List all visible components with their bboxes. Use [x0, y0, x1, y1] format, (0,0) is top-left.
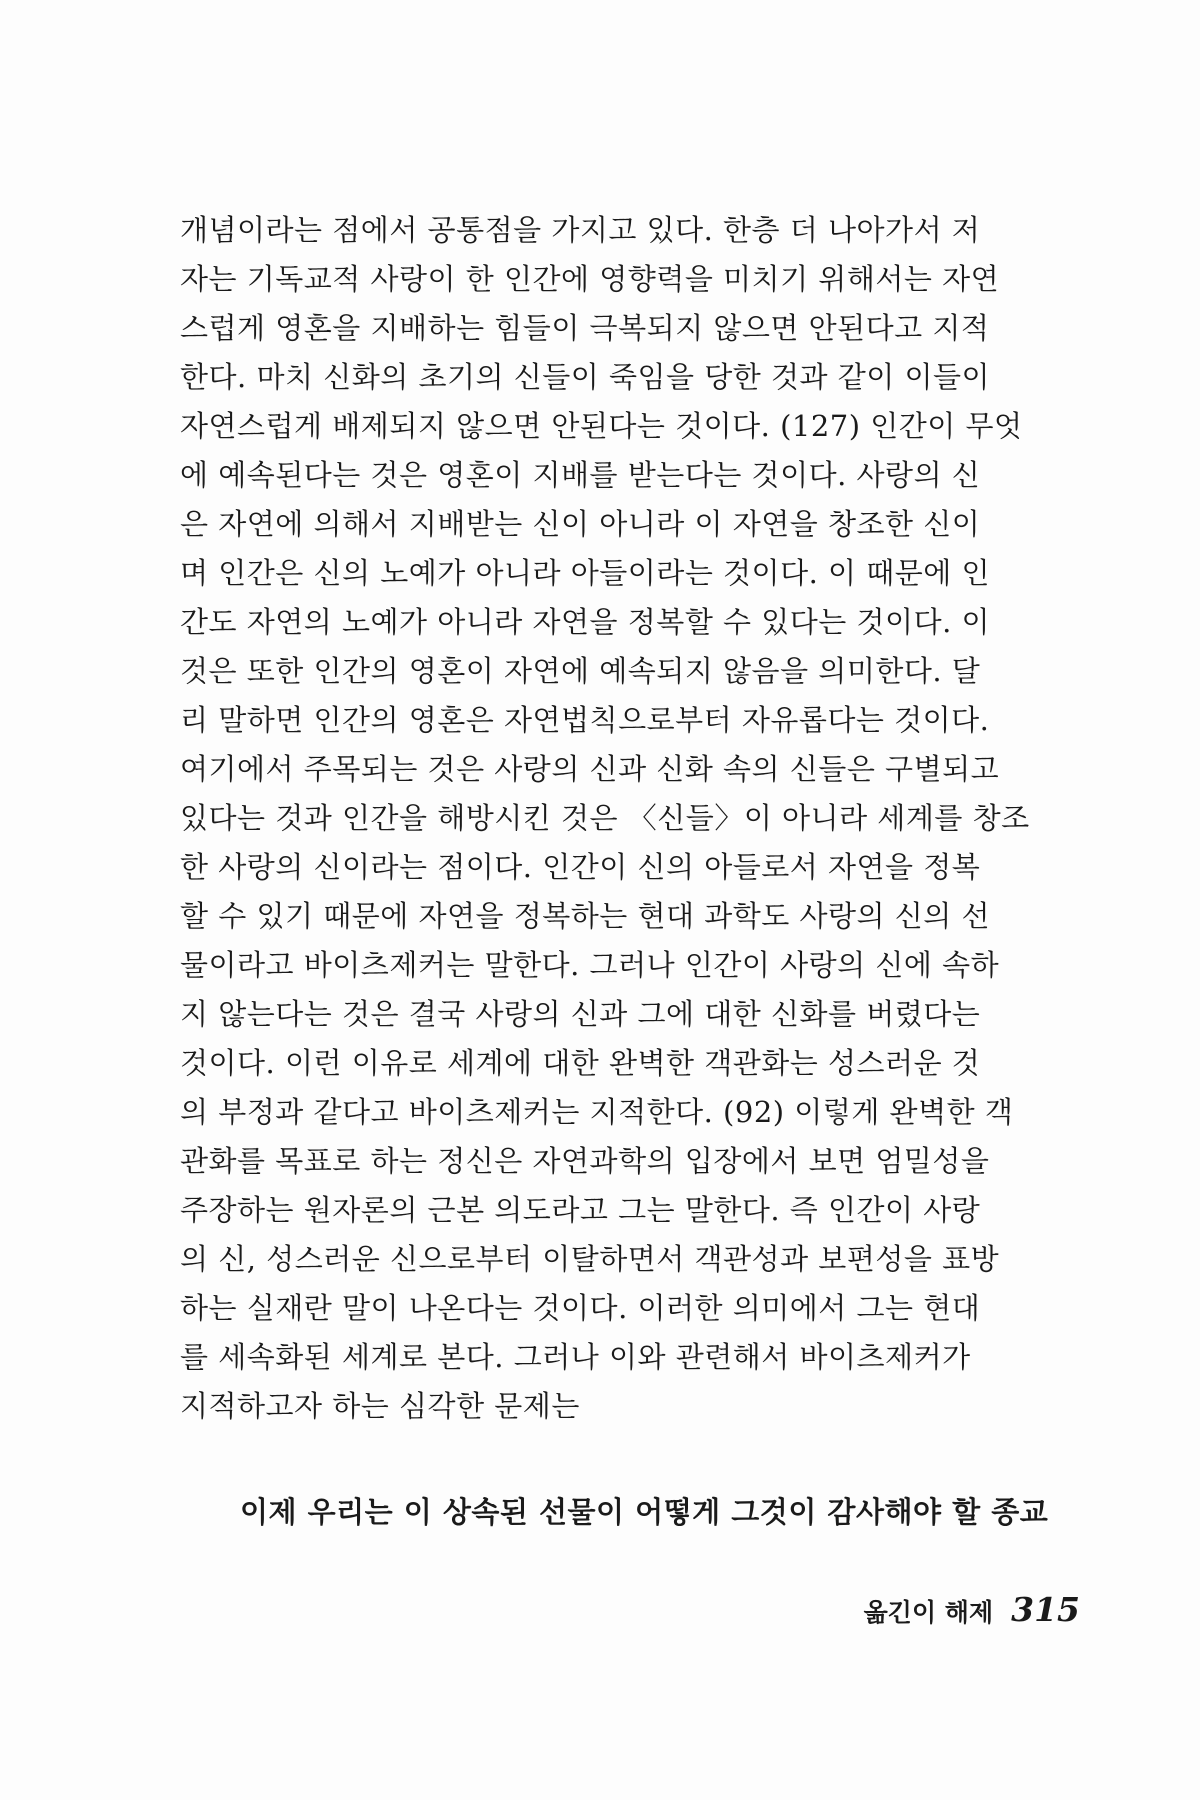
- text-line: 개념이라는 점에서 공통점을 가지고 있다. 한층 더 나아가서 저: [180, 213, 981, 247]
- text-line: 물이라고 바이츠제커는 말한다. 그러나 인간이 사랑의 신에 속하: [180, 948, 1000, 982]
- text-line: 자연스럽게 배제되지 않으면 안된다는 것이다. (127) 인간이 무엇: [180, 409, 1023, 443]
- block-quote: 이제 우리는 이 상속된 선물이 어떻게 그것이 감사해야 할 종교: [240, 1495, 1049, 1529]
- text-line: 에 예속된다는 것은 영혼이 지배를 받는다는 것이다. 사랑의 신: [180, 458, 981, 492]
- text-line: 하는 실재란 말이 나온다는 것이다. 이러한 의미에서 그는 현대: [180, 1291, 981, 1325]
- text-line: 지적하고자 하는 심각한 문제는: [180, 1389, 580, 1423]
- text-line: 것은 또한 인간의 영혼이 자연에 예속되지 않음을 의미한다. 달: [180, 654, 981, 688]
- text-line: 간도 자연의 노예가 아니라 자연을 정복할 수 있다는 것이다. 이: [180, 605, 991, 639]
- text-line: 의 신, 성스러운 신으로부터 이탈하면서 객관성과 보편성을 표방: [180, 1242, 1000, 1276]
- text-line: 스럽게 영혼을 지배하는 힘들이 극복되지 않으면 안된다고 지적: [180, 311, 990, 345]
- text-line: 한 사랑의 신이라는 점이다. 인간이 신의 아들로서 자연을 정복: [180, 850, 981, 884]
- text-line: 를 세속화된 세계로 본다. 그러나 이와 관련해서 바이츠제커가: [180, 1340, 971, 1374]
- page-number: 315: [1011, 1590, 1080, 1629]
- text-line: 있다는 것과 인간을 해방시킨 것은 〈신들〉이 아니라 세계를 창조: [180, 801, 1030, 835]
- text-line: 리 말하면 인간의 영혼은 자연법칙으로부터 자유롭다는 것이다.: [180, 703, 990, 737]
- text-line: 관화를 목표로 하는 정신은 자연과학의 입장에서 보면 엄밀성을: [180, 1144, 990, 1178]
- text-line: 며 인간은 신의 노예가 아니라 아들이라는 것이다. 이 때문에 인: [180, 556, 991, 590]
- text-line: 여기에서 주목되는 것은 사랑의 신과 신화 속의 신들은 구별되고: [180, 752, 1000, 786]
- text-line: 할 수 있기 때문에 자연을 정복하는 현대 과학도 사랑의 신의 선: [180, 899, 991, 933]
- body-paragraph: [180, 206, 1080, 1431]
- text-line: 자는 기독교적 사랑이 한 인간에 영향력을 미치기 위해서는 자연: [180, 262, 1000, 296]
- page-footer: [780, 1590, 1080, 1629]
- text-line: 주장하는 원자론의 근본 의도라고 그는 말한다. 즉 인간이 사랑: [180, 1193, 981, 1227]
- text-line: 것이다. 이런 이유로 세계에 대한 완벽한 객관화는 성스러운 것: [180, 1046, 981, 1080]
- text-line: 의 부정과 같다고 바이츠제커는 지적한다. (92) 이렇게 완벽한 객: [180, 1095, 1014, 1129]
- text-line: 은 자연에 의해서 지배받는 신이 아니라 이 자연을 창조한 신이: [180, 507, 981, 541]
- text-line: 지 않는다는 것은 결국 사랑의 신과 그에 대한 신화를 버렸다는: [180, 997, 981, 1031]
- running-footer-label: 옮긴이 해제: [863, 1598, 994, 1627]
- text-line: 한다. 마치 신화의 초기의 신들이 죽임을 당한 것과 같이 이들이: [180, 360, 991, 394]
